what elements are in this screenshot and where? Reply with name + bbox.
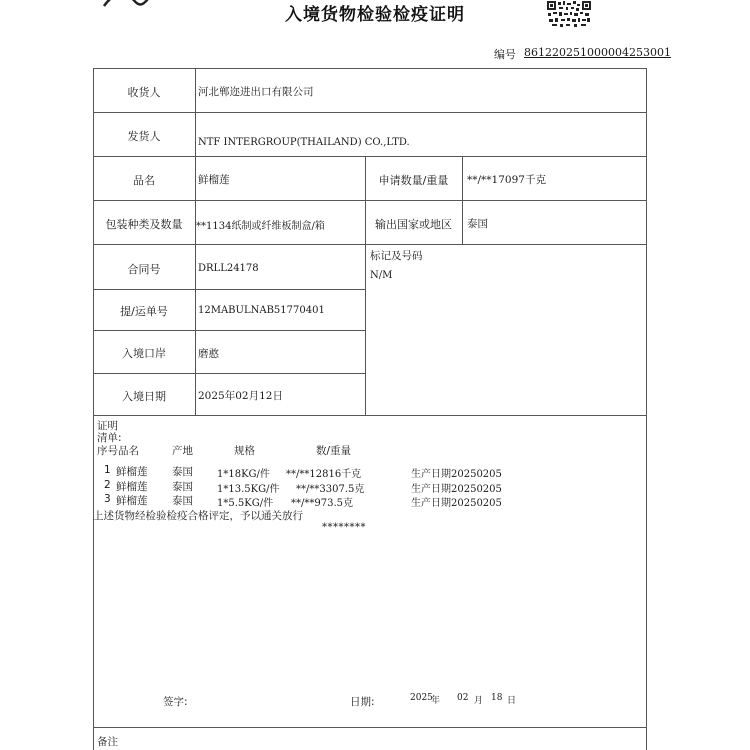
row-qty: **/**3307.5克 — [296, 484, 365, 495]
row-origin: 泰国 — [172, 495, 193, 507]
col-header-qty: 数/重量 — [316, 445, 352, 457]
row-production-date: 生产日期20250205 — [411, 484, 502, 495]
quantity-value: **/**17097千克 — [467, 174, 546, 186]
col-header-name: 序号品名 — [97, 445, 139, 457]
sign-date-day: 18 — [491, 693, 503, 703]
product-value: 鲜榴莲 — [198, 174, 230, 186]
row-qty: **/**973.5克 — [291, 498, 353, 509]
entry-port-label: 入境口岸 — [122, 347, 166, 360]
sign-date-year-unit: 年 — [431, 696, 441, 706]
doc-number-label: 编号 — [494, 48, 516, 61]
row-qty: **/**12816千克 — [286, 469, 362, 480]
origin-label: 输出国家或地区 — [375, 218, 452, 231]
packing-value: **1134纸制或纤维板制盒/箱 — [196, 221, 325, 232]
origin-value: 泰国 — [467, 218, 488, 230]
sign-date-month: 02 — [457, 693, 469, 703]
row-spec: 1*13.5KG/件 — [217, 484, 280, 495]
cert-heading: 证明 — [97, 420, 118, 432]
row-no: 3 — [104, 493, 111, 505]
bill-of-lading-label: 提/运单号 — [120, 305, 168, 318]
sign-date-label: 日期: — [350, 696, 375, 708]
row-production-date: 生产日期20250205 — [411, 498, 502, 509]
row-origin: 泰国 — [172, 481, 193, 493]
marks-value: N/M — [370, 270, 393, 281]
document-title: 入境货物检验检疫证明 — [285, 5, 465, 25]
row-production-date: 生产日期20250205 — [411, 469, 502, 480]
product-label: 品名 — [133, 174, 155, 187]
cert-statement: 上述货物经检验检疫合格评定，予以通关放行 — [93, 510, 303, 522]
bill-of-lading-value: 12MABULNAB51770401 — [198, 305, 325, 316]
quantity-label: 申请数量/重量 — [378, 174, 449, 187]
consignee-value: 河北郸迩进出口有限公司 — [198, 86, 314, 98]
entry-date-label: 入境日期 — [122, 390, 166, 403]
contract-label: 合同号 — [127, 263, 161, 276]
row-origin: 泰国 — [172, 466, 193, 478]
col-header-origin: 产地 — [172, 445, 193, 457]
cert-stars: ******** — [322, 522, 366, 533]
row-name: 鲜榴莲 — [116, 495, 148, 507]
col-header-spec: 规格 — [234, 445, 255, 457]
row-name: 鲜榴莲 — [116, 481, 148, 493]
row-no: 1 — [104, 464, 111, 476]
sign-date-month-unit: 月 — [474, 696, 484, 706]
sign-date-day-unit: 日 — [507, 696, 517, 706]
sign-date-year: 2025 — [410, 693, 433, 703]
remarks-label: 备注 — [97, 736, 118, 748]
list-label: 清单: — [97, 432, 122, 444]
consignor-label: 发货人 — [127, 130, 161, 143]
row-spec: 1*5.5KG/件 — [217, 498, 274, 509]
marks-label: 标记及号码 — [370, 250, 423, 262]
row-spec: 1*18KG/件 — [217, 469, 270, 480]
entry-date-value: 2025年02月12日 — [198, 390, 283, 402]
qr-code-icon — [546, 0, 592, 28]
contract-value: DRLL24178 — [198, 263, 259, 274]
row-no: 2 — [104, 479, 111, 491]
row-name: 鲜榴莲 — [116, 466, 148, 478]
doc-number: 861220251000004253001 — [524, 46, 671, 59]
signature-label: 签字: — [163, 696, 188, 708]
entry-port-value: 磨憨 — [198, 348, 219, 360]
consignee-label: 收货人 — [127, 86, 161, 99]
consignor-value: NTF INTERGROUP(THAILAND) CO.,LTD. — [198, 137, 410, 148]
packing-label: 包装种类及数量 — [105, 218, 183, 231]
